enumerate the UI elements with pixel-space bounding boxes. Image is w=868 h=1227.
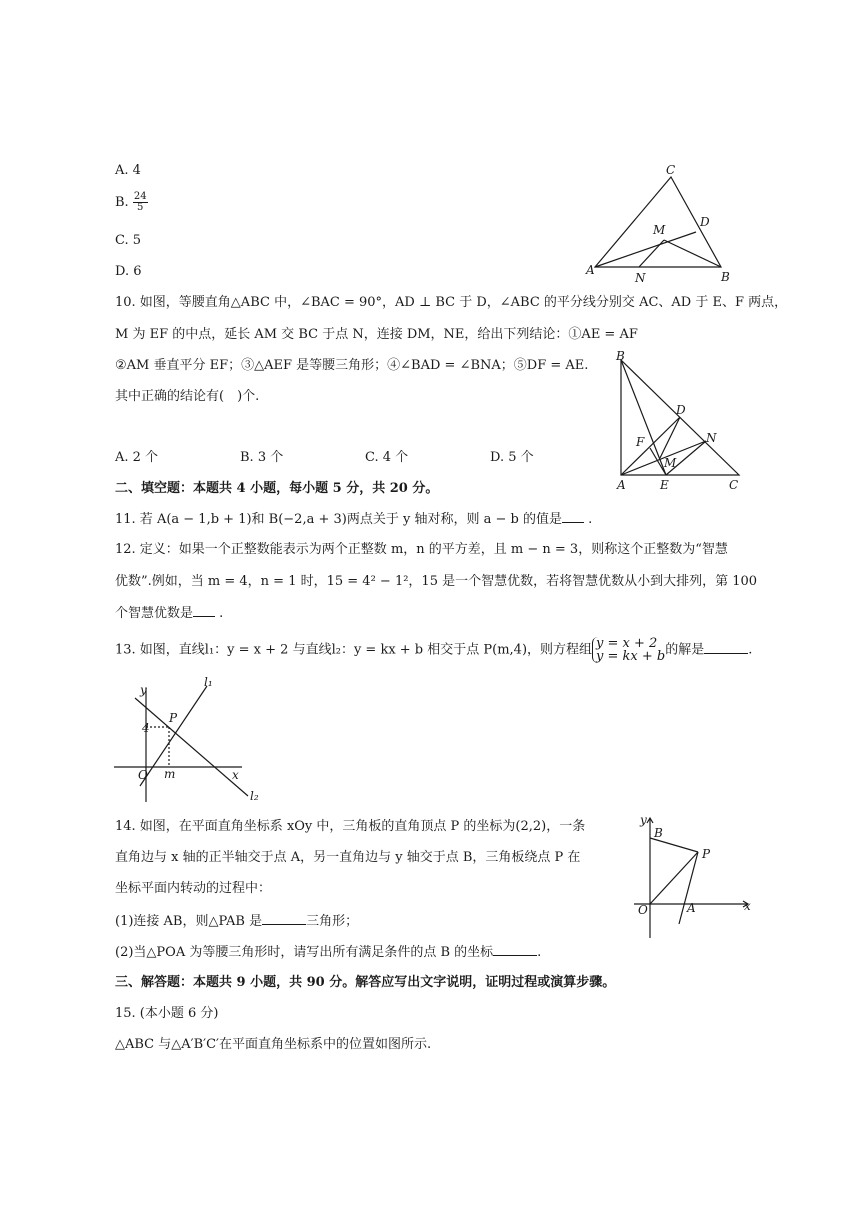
q15-title: 15. (本小题 6 分) (115, 1006, 219, 1021)
q13-text: 13. 如图，直线l₁：y = x + 2 与直线l₂：y = kx + b 相交于点 P(m,4)，则方程组 (115, 642, 593, 658)
q14-part1-text: (1)连接 AB，则△PAB 是 (115, 914, 263, 929)
q10-option-c: C. 4 个 (365, 450, 409, 465)
q10-line-1: 10. 如图，等腰直角△ABC 中，∠BAC = 90°，AD ⊥ BC 于 D，∠ABC 的平分线分别交 AC、AD 于 E、F 两点， (115, 295, 788, 310)
label-a: A (687, 901, 696, 915)
q12-line-3 (115, 604, 223, 623)
label-p: P (702, 847, 711, 861)
q11-end: . (588, 512, 593, 527)
equation-1: y = x + 2 (596, 636, 658, 651)
option-a: A. 4 (115, 163, 141, 178)
label-y: y (640, 813, 647, 827)
label-x: x (744, 899, 751, 913)
answer-blank (262, 912, 306, 925)
section-heading-fill-in: 二、填空题：本题共 4 小题，每小题 5 分，共 20 分。 (115, 481, 439, 496)
q10-line-4: 其中正确的结论有( )个. (115, 389, 260, 404)
label-o: O (138, 768, 148, 782)
label-f: F (636, 435, 645, 449)
fraction-denominator: 5 (137, 202, 144, 213)
answer-blank (193, 604, 215, 617)
option-b (115, 192, 148, 213)
label-l1: l₁ (204, 675, 213, 689)
label-m: m (164, 767, 176, 781)
label-e: E (660, 478, 669, 492)
segment-dm (660, 417, 680, 458)
label-d: D (700, 215, 710, 229)
label-d: D (676, 403, 686, 417)
label-p: P (169, 711, 178, 725)
segment-bp (650, 838, 698, 852)
q12-end: . (219, 606, 224, 621)
triangle-figure-q9 (580, 160, 740, 285)
q14-part1-end: 三角形； (306, 914, 359, 929)
q14-line-3: 坐标平面内转动的过程中： (115, 881, 272, 896)
label-b: B (616, 349, 625, 363)
answer-blank (704, 641, 748, 654)
q12-line-2: 优数”.例如，当 m = 4，n = 1 时，15 = 4² − 1²，15 是一个智慧优数，若将智慧优数从小到大排列，第 100 (115, 574, 758, 589)
label-a: A (617, 478, 626, 492)
label-c: C (729, 478, 739, 492)
q14-line-1: 14. 如图，在平面直角坐标系 xOy 中，三角板的直角顶点 P 的坐标为(2,2)，一条 (115, 819, 586, 834)
option-d: D. 6 (115, 264, 142, 279)
fraction (133, 192, 148, 213)
q11 (115, 510, 592, 529)
label-4: 4 (142, 721, 150, 735)
q10-line-3: ②AM 垂直平分 EF；③△AEF 是等腰三角形；④∠BAD = ∠BNA；⑤DF = AE. (115, 358, 589, 373)
q13 (115, 637, 752, 663)
label-m: M (664, 456, 677, 470)
answer-blank (493, 943, 537, 956)
fraction-numerator: 24 (133, 191, 147, 202)
equation-2: y = kx + b (596, 649, 666, 664)
q14-part2-text: (2)当△POA 为等腰三角形时，请写出所有满足条件的点 B 的坐标 (115, 945, 494, 960)
q10-option-b: B. 3 个 (240, 450, 284, 465)
label-y: y (140, 683, 147, 697)
label-o: O (638, 903, 648, 917)
label-b: B (721, 270, 730, 284)
label-m: M (653, 223, 666, 237)
segment-be (621, 360, 666, 475)
q11-text: 11. 若 A(a − 1,b + 1)和 B(−2,a + 3)两点关于 y 轴对称，则 a − b 的值是 (115, 512, 562, 527)
label-a: A (586, 263, 595, 277)
q13-end: . (748, 642, 753, 658)
label-c: C (666, 163, 676, 177)
option-b-prefix: B. (115, 195, 133, 210)
q12-text: 个智慧优数是 (115, 606, 194, 621)
q14-line-5 (115, 943, 541, 962)
section-heading-answers: 三、解答题：本题共 9 小题，共 90 分。解答应写出文字说明，证明过程或演算步骤。 (115, 975, 616, 990)
label-l2: l₂ (250, 789, 259, 803)
q15-text: △ABC 与△A′B′C′在平面直角坐标系中的位置如图所示. (115, 1037, 432, 1052)
option-c: C. 5 (115, 233, 142, 248)
q14-part2-end: . (537, 945, 542, 960)
triangle-figure-q10 (608, 345, 748, 495)
label-n: N (635, 271, 646, 285)
segment-mn (639, 240, 664, 267)
equation-system (592, 637, 665, 663)
q14-line-2: 直角边与 x 轴的正半轴交于点 A，另一直角边与 y 轴交于点 B，三角板绕点 P 在 (115, 850, 581, 865)
lines-graph-q13 (110, 672, 270, 810)
q13-after: 的解是 (665, 642, 705, 658)
label-n: N (706, 431, 717, 445)
q10-option-a: A. 2 个 (115, 450, 159, 465)
answer-blank (562, 510, 584, 523)
q10-option-d: D. 5 个 (490, 450, 534, 465)
label-b: B (654, 826, 663, 840)
label-x: x (232, 768, 239, 782)
segment-mb (664, 240, 721, 267)
q10-line-2: M 为 EF 的中点，延长 AM 交 BC 于点 N，连接 DM，NE，给出下列结论：①AE = AF (115, 327, 638, 342)
q14-line-4 (115, 912, 358, 931)
coordinate-figure-q14 (612, 812, 762, 942)
q12-line-1: 12. 定义：如果一个正整数能表示为两个正整数 m，n 的平方差，且 m − n = 3，则称这个正整数为“智慧 (115, 542, 728, 557)
q10-options (115, 449, 534, 467)
